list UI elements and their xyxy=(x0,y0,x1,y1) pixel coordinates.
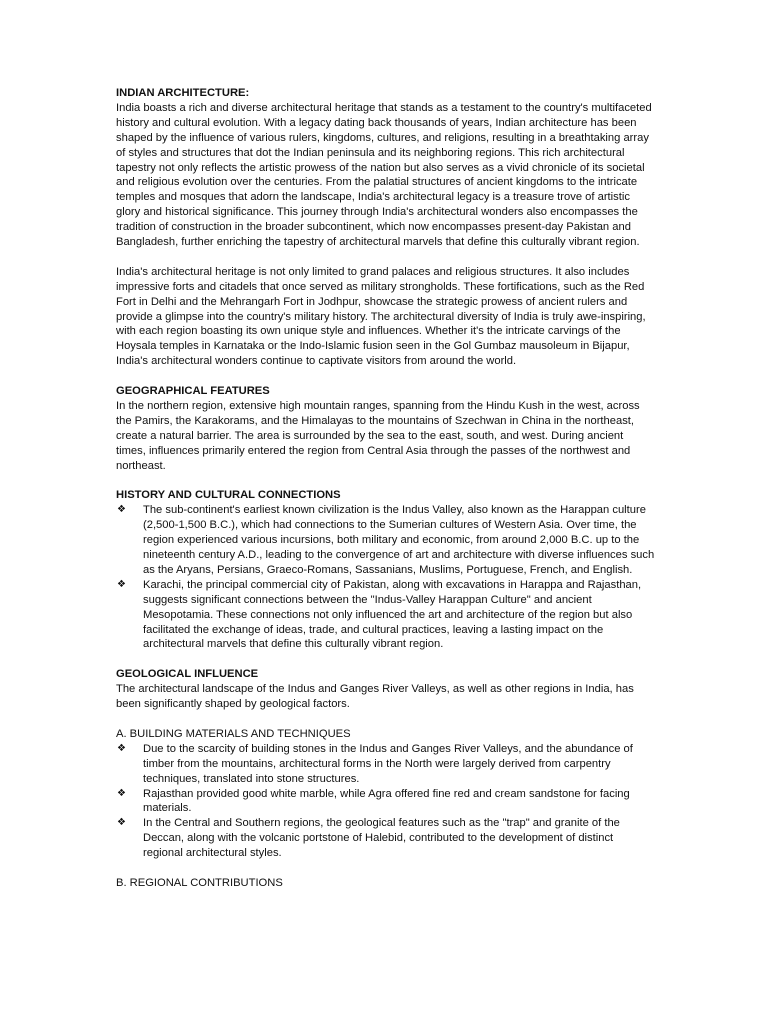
paragraph-geographical-features: In the northern region, extensive high mountain ranges, spanning from the Hindu Kush in the west, across the Pamirs, the Karakorams, and the Himalayas to the mountains of Szechwan in China in the northeast, create a natural barrier. The area is surrounded by the sea to the east, south, and west. During ancient times, influences primarily entered the region from Central Asia through the passes of the northwest and northeast. xyxy=(116,400,640,472)
list-item xyxy=(116,742,656,787)
four-diamond-bullet-icon: ❖ xyxy=(117,578,126,590)
paragraph-indian-architecture-2: India's architectural heritage is not only limited to grand palaces and religious structures. It also includes impressive forts and citadels that once served as military strongholds. These fortifications, such as the Red Fort in Delhi and the Mehrangarh Fort in Jodhpur, showcase the strategic prowess of ancient rulers and provide a glimpse into the country's military history. The architectural diversity of India is truly awe-inspiring, with each region boasting its own unique style and influences. Whether it's the intricate carvings of the Hoysala temples in Karnataka or the Indo-Islamic fusion seen in the Gol Gumbaz mausoleum in Bijapur, India's architectural wonders continue to captivate visitors from around the world. xyxy=(116,265,646,368)
list-item xyxy=(116,503,656,578)
paragraph-gap xyxy=(116,652,656,667)
list-item xyxy=(116,816,656,861)
paragraph-gap xyxy=(116,712,656,727)
section-heading-history: HISTORY AND CULTURAL CONNECTIONS xyxy=(116,489,341,502)
list-item-text: Due to the scarcity of building stones in the Indus and Ganges River Valleys, and the abundance of timber from the mountains, architectural forms in the North were largely derived from carpentry techniques, translated into stone structures. xyxy=(143,742,633,785)
paragraph-gap xyxy=(116,369,656,384)
paragraph-gap xyxy=(116,250,656,265)
list-item xyxy=(116,787,656,817)
paragraph-gap xyxy=(116,861,656,876)
list-item-text: In the Central and Southern regions, the geological features such as the "trap" and granite of the Deccan, along with the volcanic portstone of Halebid, contributed to the development of distinct regional architectural styles. xyxy=(143,817,620,860)
section-heading-geographical-features: GEOGRAPHICAL FEATURES xyxy=(116,385,270,398)
four-diamond-bullet-icon: ❖ xyxy=(117,742,126,754)
section-heading-geological-influence: GEOLOGICAL INFLUENCE xyxy=(116,668,259,681)
subsection-heading-building-materials: A. BUILDING MATERIALS AND TECHNIQUES xyxy=(116,727,351,740)
building-materials-bullet-list xyxy=(116,742,656,861)
paragraph-indian-architecture-1: India boasts a rich and diverse architectural heritage that stands as a testament to the country's multifaceted history and cultural evolution. With a legacy dating back thousands of years, Indian architecture has been shaped by the influence of various rulers, kingdoms, cultures, and religions, resulting in a breathtaking array of styles and structures that dot the Indian peninsula and its neighboring regions. This rich architectural tapestry not only reflects the artistic prowess of the nation but also serves as a vivid chronicle of its societal and religious evolution over the centuries. From the palatial structures of ancient kingdoms to the intricate temples and mosques that adorn the landscape, India's architectural legacy is a treasure trove of artistic glory and historical significance. This journey through India's architectural wonders also encompasses the tradition of construction in the broader subcontinent, which now encompasses present-day Pakistan and Bangladesh, further enriching the tapestry of architectural marvels that define this culturally vibrant region. xyxy=(116,101,652,249)
list-item-text: The sub-continent's earliest known civilization is the Indus Valley, also known as the Harappan culture (2,500-1,500 B.C.), which had connections to the Sumerian cultures of Western Asia. Over time, the region experienced various incursions, both military and economic, from around 2,000 B.C. up to the nineteenth century A.D., leading to the convergence of art and architecture with diverse influences such as the Aryans, Persians, Graeco-Romans, Sassanians, Muslims, Portuguese, French, and English. xyxy=(143,504,655,576)
four-diamond-bullet-icon: ❖ xyxy=(117,787,126,799)
four-diamond-bullet-icon: ❖ xyxy=(117,504,126,516)
paragraph-geological-influence: The architectural landscape of the Indus and Ganges River Valleys, as well as other regions in India, has been significantly shaped by geological factors. xyxy=(116,683,634,711)
list-item xyxy=(116,578,656,653)
paragraph-gap xyxy=(116,474,656,489)
document-page xyxy=(116,86,656,891)
list-item-text: Rajasthan provided good white marble, while Agra offered fine red and cream sandstone for facing materials. xyxy=(143,787,630,815)
subsection-heading-regional-contributions: B. REGIONAL CONTRIBUTIONS xyxy=(116,876,283,889)
history-bullet-list xyxy=(116,503,656,652)
list-item-text: Karachi, the principal commercial city of Pakistan, along with excavations in Harappa and Rajasthan, suggests significant connections between the "Indus-Valley Harappan Culture" and ancient Mesopotamia. These connections not only influenced the art and architecture of the region but also facilitated the exchange of ideas, trade, and cultural practices, leaving a lasting impact on the architectural marvels that define this culturally vibrant region. xyxy=(143,578,642,651)
four-diamond-bullet-icon: ❖ xyxy=(117,817,126,829)
section-heading-indian-architecture: INDIAN ARCHITECTURE: xyxy=(116,87,250,99)
